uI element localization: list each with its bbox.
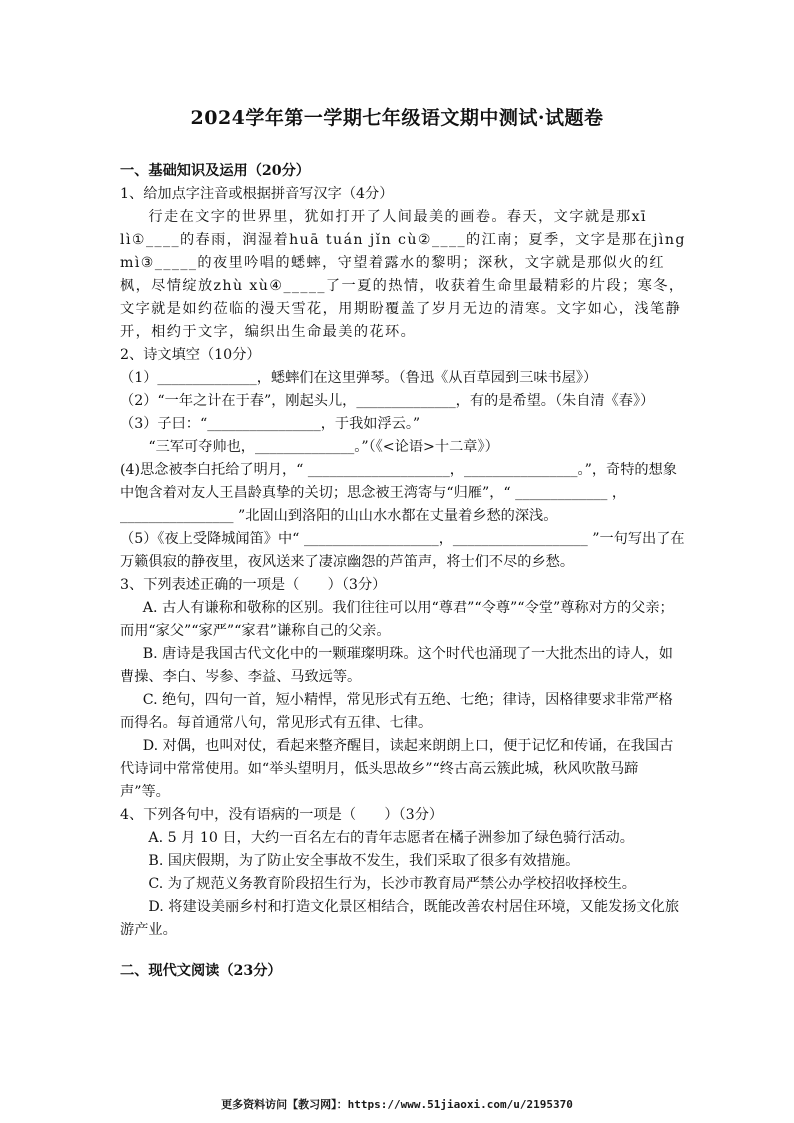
section-2-heading: 二、现代文阅读（23分） [120,963,282,979]
q2-stem: 2、诗文填空（10分） [120,347,261,363]
q3-option-b: B. 唐诗是我国古代文化中的一颗璀璨明珠。这个时代也涌现了一大批杰出的诗人，如曹操、李白、岑参、李益、马致远等。 [120,646,673,685]
q3-option-a: A. 古人有谦称和敬称的区别。我们往往可以用“尊君”“令尊”“令堂”尊称对方的父亲；而用“家父”“家严”“家君”谦称自己的父亲。 [120,600,674,639]
footer-link[interactable]: 更多资料访问【教习网】：https://www.51jiaoxi.com/u/2195370 [221,1098,573,1111]
q1-passage: 行走在文字的世界里，犹如打开了人间最美的画卷。春天，文字就是那xī lì①____的春雨，润湿着huā tuán jǐn cù②____的江南；夏季，文字是那在jìng mì③_____的夜里吟唱的蟋蟀，守望着露水的黎明；深秋，文字就是那似火的红枫，尽情绽放zhù xù④_____了一夏的热情，收获着生命里最精彩的片段；寒冬，文字就是如约莅临的漫天雪花，用期盼覆盖了岁月无边的清寒。文字如心，浅笔静开，相约于文字，编织出生命最美的花环。 [120,209,686,340]
q2-line-6: （5）《夜上受降城闻笛》中“ ___________________，___________________ ”一句写出了在万籁俱寂的静夜里，夜风送来了凄凉幽怨的芦笛声，将士们不尽的乡愁。 [120,531,685,570]
q4-stem: 4、下列各句中，没有语病的一项是（ ）（3分） [120,807,444,823]
exam-title: 2024学年第一学期七年级语文期中测试·试题卷 [190,107,604,129]
exam-content [120,160,686,983]
q4-option-a: A. 5 月 10 日，大约一百名左右的青年志愿者在橘子洲参加了绿色骑行活动。 [148,830,634,846]
q3-option-c: C. 绝句，四句一首，短小精悍，常见形式有五绝、七绝；律诗，因格律要求非常严格而得名。每首通常八句，常见形式有五律、七律。 [120,692,673,731]
q3-stem: 3、下列表述正确的一项是（ ）（3分） [120,577,387,593]
q2-line-1: （1）______________，蟋蟀们在这里弹琴。（鲁迅《从百草园到三味书屋》） [120,370,598,386]
q2-line-4: “三军可夺帅也，______________。”（《<论语>十二章》） [148,439,499,455]
q2-line-2: （2）“一年之计在于春”，刚起头儿，______________，有的是希望。（朱自清《春》） [120,393,655,409]
q4-option-d: D. 将建设美丽乡村和打造文化景区相结合，既能改善农村居住环境，又能发扬文化旅游产业。 [120,899,680,938]
q4-option-c: C. 为了规范义务教育阶段招生行为，长沙市教育局严禁公办学校招收择校生。 [148,876,636,892]
section-spacer [120,942,686,960]
q3-option-d: D. 对偶，也叫对仗，看起来整齐醒目，读起来朗朗上口，便于记忆和传诵，在我国古代诗词中常常使用。如“举头望明月，低头思故乡”“终古高云簇此城，秋风吹散马蹄声”等。 [120,738,674,800]
q2-line-3: （3）子曰：“________________，于我如浮云。” [120,416,421,432]
q1-stem: 1、给加点字注音或根据拼音写汉字（4分） [120,186,394,202]
q2-line-5: (4)思念被李白托给了明月，“ ____________________，________________。”，奇特的想象中饱含着对友人王昌龄真挚的关切；思念被王湾寄与“归雁”，“ _____________ ，________________ ”北固山到洛阳的山山水水都在丈量着乡愁的深浅。 [120,462,677,524]
section-1-heading: 一、基础知识及运用（20分） [120,163,310,179]
q4-option-b: B. 国庆假期，为了防止安全事故不发生，我们采取了很多有效措施。 [148,853,580,869]
